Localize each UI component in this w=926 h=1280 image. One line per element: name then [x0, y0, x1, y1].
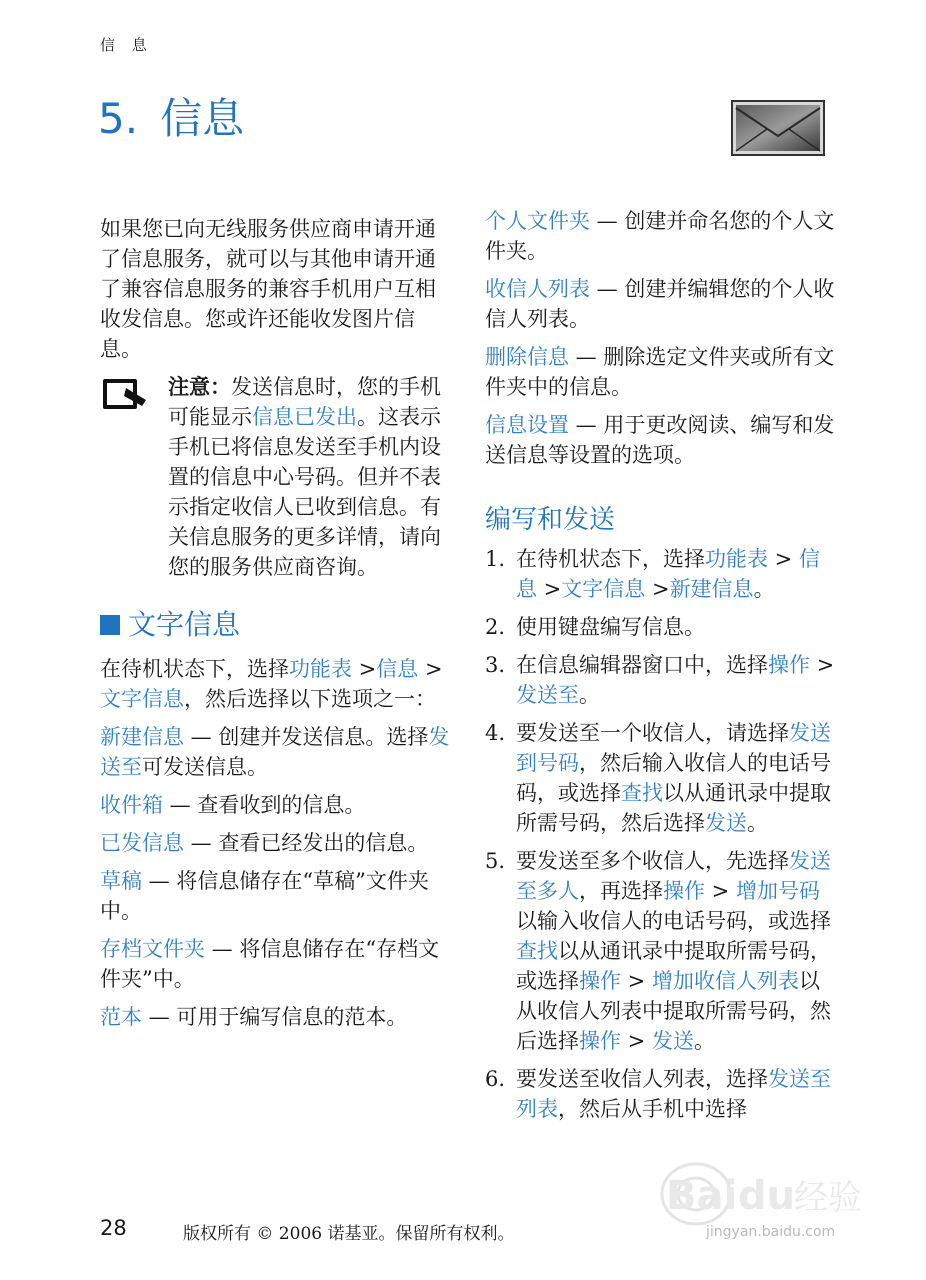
- option-label[interactable]: 已发信息: [100, 831, 184, 855]
- step-number: 6.: [485, 1067, 506, 1091]
- step-text: 。: [753, 577, 775, 601]
- step-text: 在待机状态下，选择: [516, 547, 705, 571]
- step-2: [485, 612, 837, 642]
- svg-text:Bai: Bai: [666, 1173, 738, 1219]
- section-heading-text-messages: [100, 606, 450, 644]
- link-send-to[interactable]: 发送至: [516, 683, 579, 707]
- chapter-number: 5.: [98, 94, 139, 143]
- option-drafts: [100, 866, 450, 926]
- option-templates: [100, 1002, 450, 1032]
- step-text: 以从通讯录中提取所需号码，或选择: [516, 939, 831, 993]
- section-intro: [100, 654, 450, 714]
- note-box: [100, 372, 450, 582]
- separator: >: [621, 1029, 652, 1053]
- step-text: 。: [693, 1029, 715, 1053]
- separator: >: [810, 653, 835, 677]
- link-send[interactable]: 发送: [651, 1029, 694, 1053]
- right-column: [485, 206, 837, 1132]
- envelope-icon: [731, 100, 825, 156]
- note-icon: [102, 378, 150, 410]
- step-number: 3.: [485, 653, 506, 677]
- link-menu[interactable]: 功能表: [705, 547, 768, 571]
- note-text-1: 发送信息时，您的手机可能显示: [168, 375, 441, 429]
- option-new-message: [100, 722, 450, 782]
- step-1: [485, 544, 837, 604]
- separator: >: [537, 577, 562, 601]
- link-text-messages[interactable]: 文字信息: [100, 687, 184, 711]
- option-desc: — 将信息储存在“存档文件夹”中。: [100, 937, 440, 991]
- link-options[interactable]: 操作: [579, 1029, 621, 1053]
- option-desc: — 查看收到的信息。: [163, 793, 366, 817]
- svg-text:du: du: [738, 1173, 796, 1219]
- option-label[interactable]: 收件箱: [100, 793, 163, 817]
- option-message-settings: [485, 410, 837, 470]
- subsection-heading-compose: 编写和发送: [485, 505, 616, 535]
- section-intro-end: ，然后选择以下选项之一：: [184, 687, 436, 711]
- step-text: 以从收信人列表中提取所需号码，然后选择: [516, 969, 831, 1053]
- page-number: 28: [100, 1216, 127, 1240]
- separator: >: [352, 657, 377, 681]
- option-label[interactable]: 草稿: [100, 869, 142, 893]
- step-4: [485, 718, 837, 838]
- link-add-number[interactable]: 增加号码: [735, 879, 820, 903]
- separator: >: [705, 879, 736, 903]
- option-link-send-to[interactable]: 发送至: [100, 725, 450, 779]
- option-label[interactable]: 存档文件夹: [100, 937, 205, 961]
- option-desc: — 删除选定文件夹或所有文件夹中的信息。: [485, 345, 835, 399]
- link-menu[interactable]: 功能表: [289, 657, 352, 681]
- step-text: ，然后从手机中选择: [558, 1097, 747, 1121]
- chapter-title: [98, 86, 244, 146]
- option-label[interactable]: 个人文件夹: [485, 209, 590, 233]
- square-bullet-icon: [100, 615, 120, 635]
- option-desc: 可发送信息。: [142, 755, 268, 779]
- section-title: 文字信息: [128, 608, 241, 641]
- step-text: 要发送至收信人列表，选择: [516, 1067, 768, 1091]
- step-text: 在信息编辑器窗口中，选择: [516, 653, 768, 677]
- option-label[interactable]: 收信人列表: [485, 277, 590, 301]
- option-label[interactable]: 删除信息: [485, 345, 569, 369]
- option-desc: — 用于更改阅读、编写和发送信息等设置的选项。: [485, 413, 835, 467]
- option-desc: — 创建并发送信息。选择: [184, 725, 429, 749]
- step-text: 以从通讯录中提取所需号码，然后选择: [516, 781, 831, 835]
- option-desc: — 查看已经发出的信息。: [184, 831, 429, 855]
- section-intro-text: 在待机状态下，选择: [100, 657, 289, 681]
- step-number: 2.: [485, 615, 506, 639]
- option-desc: — 可用于编写信息的范本。: [142, 1005, 408, 1029]
- intro-paragraph: 如果您已向无线服务供应商申请开通了信息服务，就可以与其他申请开通了兼容信息服务的兼容手机用户互相收发信息。您或许还能收发图片信息。: [100, 217, 436, 361]
- option-label[interactable]: 范本: [100, 1005, 142, 1029]
- left-column: [100, 214, 450, 1040]
- steps-list: [485, 544, 837, 1124]
- link-options[interactable]: 操作: [579, 969, 621, 993]
- svg-text:经验: 经验: [794, 1178, 862, 1218]
- option-label[interactable]: 信息设置: [485, 413, 569, 437]
- note-text-2: 。这表示手机已将信息发送至手机内设置的信息中心号码。但并不表示指定收信人已收到信息。有关信息服务的更多详情，请向您的服务供应商咨询。: [168, 405, 441, 579]
- step-text: 以输入收信人的电话号码，或选择: [516, 909, 831, 933]
- step-6: [485, 1064, 837, 1124]
- separator: >: [418, 657, 443, 681]
- note-label: 注意：: [168, 374, 231, 399]
- separator: >: [621, 969, 652, 993]
- step-text: ，然后输入收信人的电话号码，或选择: [516, 751, 831, 805]
- watermark-url: jingyan.baidu.com: [706, 1224, 836, 1240]
- step-3: [485, 650, 837, 710]
- step-text: 使用键盘编写信息。: [516, 615, 705, 639]
- link-messages[interactable]: 信息: [376, 657, 419, 681]
- link-send-to-list[interactable]: 发送至列表: [516, 1067, 831, 1121]
- link-add-list[interactable]: 增加收信人列表: [651, 969, 799, 993]
- step-number: 1.: [485, 547, 506, 571]
- chapter-title-text: 信息: [160, 94, 245, 143]
- link-send-to-many[interactable]: 发送至多人: [516, 849, 831, 903]
- link-send[interactable]: 发送: [705, 811, 747, 835]
- option-archive: [100, 934, 450, 994]
- option-sent-items: [100, 828, 450, 858]
- option-desc: — 将信息储存在“草稿”文件夹中。: [100, 869, 429, 923]
- step-text: 。: [579, 683, 600, 707]
- running-head: 信 息: [100, 36, 153, 54]
- step-number: 4.: [485, 721, 506, 745]
- link-options[interactable]: 操作: [768, 653, 810, 677]
- option-inbox: [100, 790, 450, 820]
- link-text-messages[interactable]: 文字信息: [561, 577, 646, 601]
- step-text: 要发送至一个收信人，请选择: [516, 721, 789, 745]
- option-desc: — 创建并命名您的个人文件夹。: [485, 209, 835, 263]
- link-options[interactable]: 操作: [663, 879, 705, 903]
- step-text: 要发送至多个收信人，先选择: [516, 849, 789, 873]
- link-messages[interactable]: 信息: [516, 547, 820, 601]
- step-text: 。: [747, 811, 768, 835]
- step-text: ，再选择: [579, 879, 663, 903]
- option-delete-messages: [485, 342, 837, 402]
- separator: >: [645, 577, 670, 601]
- option-desc: — 创建并编辑您的个人收信人列表。: [485, 277, 835, 331]
- link-send-to-number[interactable]: 发送到号码: [516, 721, 831, 775]
- note-link-sent[interactable]: 信息已发出: [252, 405, 357, 429]
- step-number: 5.: [485, 849, 506, 873]
- link-search[interactable]: 查找: [516, 939, 558, 963]
- copyright-footer: 版权所有 © 2006 诺基亚。保留所有权利。: [183, 1224, 515, 1244]
- step-5: [485, 846, 837, 1056]
- separator: >: [768, 547, 799, 571]
- option-label[interactable]: 新建信息: [100, 725, 184, 749]
- link-search[interactable]: 查找: [621, 781, 663, 805]
- option-my-folders: [485, 206, 837, 266]
- option-distribution-lists: [485, 274, 837, 334]
- link-create-message[interactable]: 新建信息: [669, 577, 754, 601]
